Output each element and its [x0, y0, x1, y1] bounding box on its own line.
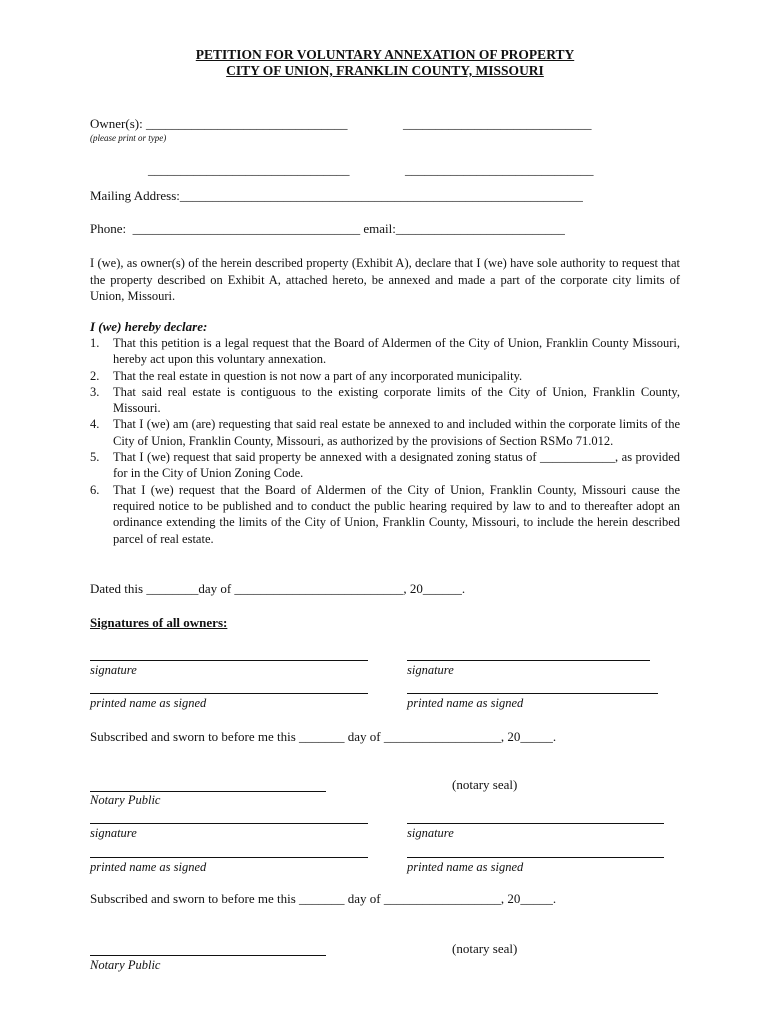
- signatures-heading: Signatures of all owners:: [90, 615, 228, 630]
- item-number: 1.: [90, 336, 100, 350]
- signature-line-left[interactable]: [90, 660, 368, 661]
- owners-field-2[interactable]: _____________________________: [403, 116, 592, 131]
- print-hint: (please print or type): [90, 133, 167, 143]
- sworn-line-2[interactable]: Subscribed and sworn to before me this _______ day of __________________, 20_____.: [90, 891, 557, 906]
- signature-label-right-2: signature: [407, 826, 454, 840]
- title-line-2: CITY OF UNION, FRANKLIN COUNTY, MISSOURI: [226, 63, 544, 78]
- printed-name-line-left[interactable]: [90, 693, 368, 694]
- phone-email-field[interactable]: Phone: ___________________________________ email:__________________________: [90, 221, 565, 236]
- printed-name-label-left-2: printed name as signed: [90, 860, 207, 874]
- list-item: [90, 335, 680, 368]
- item-text: That I (we) request that the Board of Aldermen of the City of Union, Franklin County, Missouri cause the required notice to be published and to conduct the public hearing required by law to and to thereafter adopt an ordinance extending the limits of the City of Union, Franklin County, Missouri, to include the herein described parcel of real estate.: [113, 482, 680, 546]
- notary-signature-line-2[interactable]: [90, 955, 326, 956]
- declarations-list: [90, 335, 680, 547]
- list-item: [90, 368, 680, 384]
- item-text: That this petition is a legal request that the Board of Aldermen of the City of Union, Franklin County Missouri, hereby act upon this voluntary annexation.: [113, 336, 680, 367]
- sworn-line-1[interactable]: Subscribed and sworn to before me this _______ day of __________________, 20_____.: [90, 729, 557, 744]
- notary-seal-1: (notary seal): [452, 777, 518, 792]
- owners-field-3[interactable]: _______________________________: [148, 162, 350, 177]
- list-item: [90, 449, 680, 482]
- declare-heading: I (we) hereby declare:: [90, 319, 208, 334]
- signature-line-left-2[interactable]: [90, 823, 368, 824]
- item-number: 5.: [90, 450, 100, 465]
- item-text: That I (we) request that said property be annexed with a designated zoning status of ____________, as provided for in the City of Union Zoning Code.: [113, 450, 680, 481]
- item-text: That said real estate is contiguous to the existing corporate limits of the City of Union, Franklin County, Missouri.: [113, 384, 680, 416]
- printed-name-label-right-2: printed name as signed: [407, 860, 524, 874]
- notary-seal-2: (notary seal): [452, 941, 518, 956]
- list-item: [90, 482, 680, 547]
- list-item: [90, 416, 680, 449]
- owners-field[interactable]: Owner(s): _______________________________: [90, 116, 348, 131]
- printed-name-line-right-2[interactable]: [407, 857, 664, 858]
- notary-public-label-2: Notary Public: [90, 958, 161, 972]
- owners-field-4[interactable]: _____________________________: [405, 162, 594, 177]
- item-text: That the real estate in question is not now a part of any incorporated municipality.: [113, 368, 523, 383]
- item-number: 3.: [90, 384, 100, 399]
- signature-label-left: signature: [90, 663, 137, 677]
- signature-label-right: signature: [407, 663, 454, 677]
- item-text: That I (we) am (are) requesting that said real estate be annexed to and included within the corporate limits of the City of Union, Franklin County, Missouri, as authorized by the provisions of Section RSMo 71.012.: [113, 417, 680, 448]
- dated-line[interactable]: Dated this ________day of __________________________, 20______.: [90, 581, 466, 596]
- notary-public-label-1: Notary Public: [90, 793, 161, 807]
- title-line-1: PETITION FOR VOLUNTARY ANNEXATION OF PROPERTY: [195, 47, 575, 62]
- signature-line-right-2[interactable]: [407, 823, 664, 824]
- printed-name-label-left: printed name as signed: [90, 696, 207, 710]
- item-number: 4.: [90, 417, 100, 432]
- notary-signature-line-1[interactable]: [90, 791, 326, 792]
- printed-name-line-left-2[interactable]: [90, 857, 368, 858]
- mailing-address-field[interactable]: Mailing Address:______________________________________________________________: [90, 188, 583, 203]
- signature-line-right[interactable]: [407, 660, 650, 661]
- list-item: [90, 384, 680, 417]
- declaration-paragraph: I (we), as owner(s) of the herein described property (Exhibit A), declare that I (we) have sole authority to request that the property described on Exhibit A, attached hereto, be annexed and made a part of the corporate city limits of Union, Missouri.: [90, 256, 680, 303]
- printed-name-line-right[interactable]: [407, 693, 658, 694]
- item-number: 6.: [90, 482, 100, 497]
- signature-label-left-2: signature: [90, 826, 137, 840]
- printed-name-label-right: printed name as signed: [407, 696, 524, 710]
- item-number: 2.: [90, 368, 100, 383]
